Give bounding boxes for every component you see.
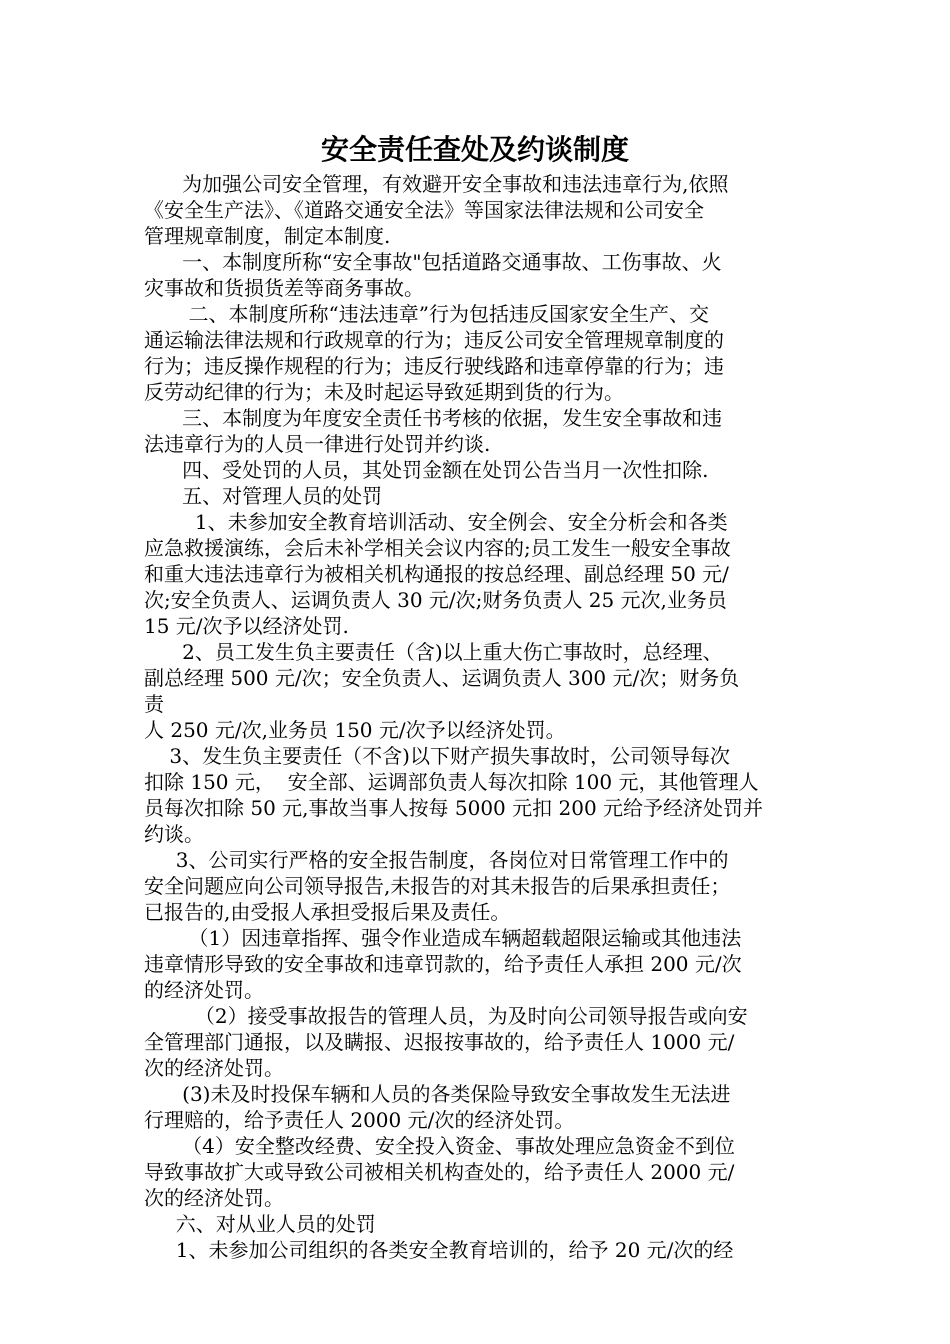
text-line: （4）安全整改经费、安全投入资金、事故处理应急资金不到位 bbox=[144, 1134, 735, 1158]
text-line: 灾事故和货损货差等商务事故。 bbox=[144, 276, 424, 300]
text-line: 人 250 元/次,业务员 150 元/次予以经济处罚。 bbox=[144, 718, 566, 742]
text-line: 次;安全负责人、运调负责人 30 元/次;财务负责人 25 元次,业务员 bbox=[144, 588, 727, 612]
text-line: 五、对管理人员的处罚 bbox=[144, 484, 383, 508]
text-line: 已报告的,由受报人承担受报后果及责任。 bbox=[144, 900, 511, 924]
text-line: 四、受处罚的人员，其处罚金额在处罚公告当月一次性扣除. bbox=[144, 458, 709, 482]
text-line: 全管理部门通报，以及瞒报、迟报按事故的，给予责任人 1000 元/ bbox=[144, 1030, 735, 1054]
text-line: 行理赔的，给予责任人 2000 元/次的经济处罚。 bbox=[144, 1108, 575, 1132]
text-line: 应急救援演练，会后未补学相关会议内容的;员工发生一般安全事故 bbox=[144, 536, 731, 560]
document-title: 安全责任查处及约谈制度 bbox=[320, 133, 629, 166]
text-line: 三、本制度为年度安全责任书考核的依据，发生安全事故和违 bbox=[144, 406, 723, 430]
text-line: 行为；违反操作规程的行为；违反行驶线路和违章停靠的行为；违 bbox=[144, 354, 724, 378]
text-line: 违章情形导致的安全事故和违章罚款的，给予责任人承担 200 元/次 bbox=[144, 952, 742, 976]
text-line: 一、本制度所称“安全事故"包括道路交通事故、工伤事故、火 bbox=[144, 250, 722, 274]
text-line: 1、未参加公司组织的各类安全教育培训的，给予 20 元/次的经 bbox=[144, 1238, 734, 1262]
text-line: 扣除 150 元， 安全部、运调部负责人每次扣除 100 元，其他管理人 bbox=[144, 770, 759, 794]
text-line: 2、员工发生负主要责任（含)以上重大伤亡事故时，总经理、 bbox=[144, 640, 723, 664]
text-line: 反劳动纪律的行为；未及时起运导致延期到货的行为。 bbox=[144, 380, 624, 404]
text-line: 约谈。 bbox=[144, 822, 204, 846]
text-line: 为加强公司安全管理，有效避开安全事故和违法违章行为,依照 bbox=[144, 172, 729, 196]
text-line: 二、本制度所称“违法违章”行为包括违反国家安全生产、交 bbox=[144, 302, 709, 326]
text-line: 员每次扣除 50 元,事故当事人按每 5000 元扣 200 元给予经济处罚并 bbox=[144, 796, 764, 820]
text-line: 《安全生产法》、《道路交通安全法》等国家法律法规和公司安全 bbox=[144, 198, 704, 222]
text-line: 通运输法律法规和行政规章的行为；违反公司安全管理规章制度的 bbox=[144, 328, 724, 352]
text-line: （2）接受事故报告的管理人员，为及时向公司领导报告或向安 bbox=[144, 1004, 748, 1028]
text-line: 15 元/次予以经济处罚. bbox=[144, 614, 349, 638]
text-line: （1）因违章指挥、强令作业造成车辆超载超限运输或其他违法 bbox=[144, 926, 742, 950]
text-line: 导致事故扩大或导致公司被相关机构查处的，给予责任人 2000 元/ bbox=[144, 1160, 735, 1184]
text-line: 1、未参加安全教育培训活动、安全例会、安全分析会和各类 bbox=[144, 510, 728, 534]
text-line: (3)未及时投保车辆和人员的各类保险导致安全事故发生无法进 bbox=[144, 1082, 731, 1106]
text-line: 责 bbox=[144, 692, 164, 716]
text-line: 的经济处罚。 bbox=[144, 978, 264, 1002]
text-line: 法违章行为的人员一律进行处罚并约谈. bbox=[144, 432, 491, 456]
text-line: 3、公司实行严格的安全报告制度，各岗位对日常管理工作中的 bbox=[144, 848, 729, 872]
text-line: 副总经理 500 元/次；安全负责人、运调负责人 300 元/次；财务负 bbox=[144, 666, 740, 690]
text-line: 3、发生负主要责任（不含)以下财产损失事故时，公司领导每次 bbox=[144, 744, 730, 768]
document-body bbox=[144, 171, 806, 1263]
text-line: 次的经济处罚。 bbox=[144, 1056, 284, 1080]
text-line: 次的经济处罚。 bbox=[144, 1186, 284, 1210]
text-line: 和重大违法违章行为被相关机构通报的按总经理、副总经理 50 元/ bbox=[144, 562, 729, 586]
text-line: 六、对从业人员的处罚 bbox=[144, 1212, 376, 1236]
text-line: 安全问题应向公司领导报告,未报告的对其未报告的后果承担责任； bbox=[144, 874, 731, 898]
text-line: 管理规章制度，制定本制度. bbox=[144, 224, 391, 248]
